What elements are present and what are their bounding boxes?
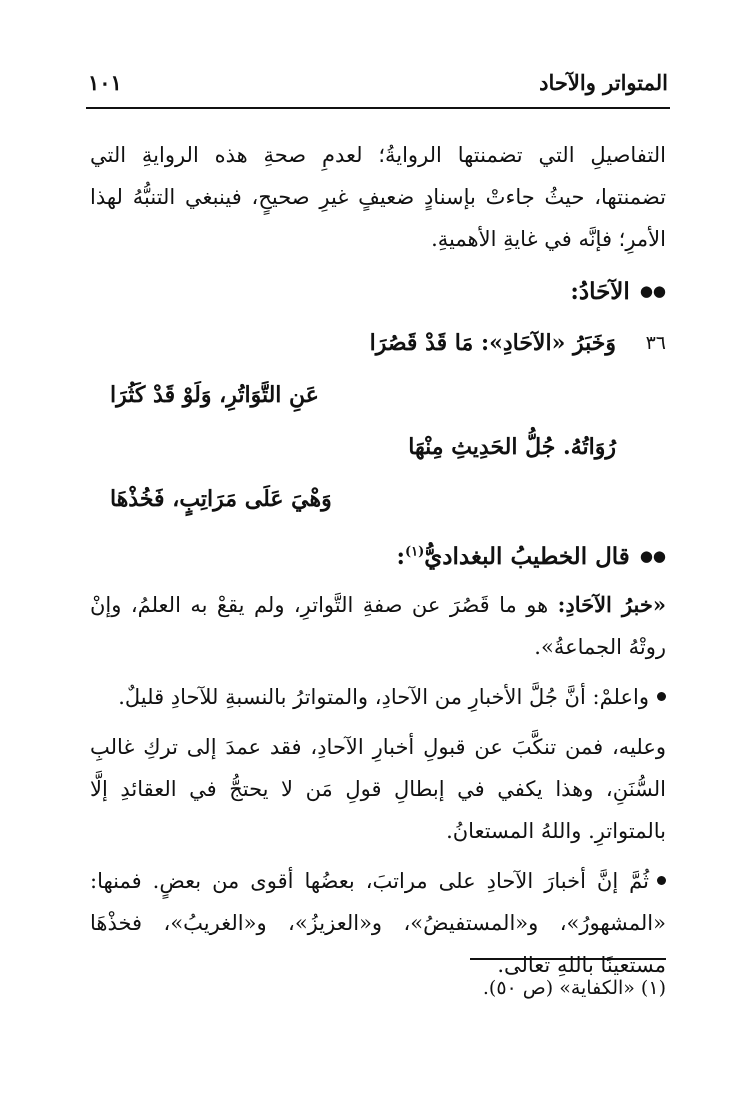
section-heading-text: الآحَادُ: [570, 278, 630, 305]
running-title: المتواتر والآحاد [539, 69, 668, 95]
header-divider [86, 107, 670, 109]
verse-number: ٣٦ [645, 332, 666, 354]
page-number: ١٠١ [88, 69, 122, 95]
verse-line: وَهْيَ عَلَى مَرَاتِبٍ، فَخُذْهَا [110, 486, 332, 512]
footnote-reference: (١) [405, 544, 425, 560]
footnote: (١) «الكفاية» (ص ٥٠). [482, 977, 666, 999]
verse-line: وَخَبَرُ «الآحَادِ»: مَا قَدْ قَصُرَا [369, 330, 616, 356]
quote-lead: «خبرُ الآحَادِ: [557, 592, 666, 617]
point-two [90, 860, 666, 986]
verse-line: رُوَاتُهُ. جُلُّ الحَدِيثِ مِنْهَا [408, 434, 616, 460]
verse-line: عَنِ التَّوَاتُرِ، وَلَوْ قَدْ كَثُرَا [110, 382, 319, 408]
intro-paragraph: التفاصيلِ التي تضمنتها الروايةُ؛ لعدمِ صحةِ هذه الروايةِ التي تضمنتها، حيثُ جاءتْ بإسنادٍ ضعيفٍ غيرِ صحيحٍ، فينبغي التنبُّهُ لهذا الأمرِ؛ فإنَّه في غايةِ الأهميةِ. [90, 143, 666, 251]
double-bullet-icon: ●● [639, 547, 666, 565]
quote-body: هو ما قَصُرَ عن صفةِ التَّواترِ، ولم يقعْ به العلمُ، وإنْ روتْهُ الجماعةُ». [90, 593, 666, 659]
poem-block [90, 317, 666, 525]
bullet-icon [657, 692, 666, 701]
point-one [90, 676, 666, 718]
khatib-colon: : [396, 543, 405, 570]
point-one-follow: وعليه، فمن تنكَّبَ عن قبولِ أخبارِ الآحادِ، فقد عمدَ إلى تركِ غالبِ السُّنَنِ، وهذا يكفي في إبطالِ قولِ مَن لا يحتجُّ في العقائدِ إلَّا بالمتواترِ. واللهُ المستعانُ. [90, 735, 666, 843]
khatib-heading [90, 535, 666, 578]
khatib-quote [90, 584, 666, 668]
point-one-text: واعلمْ: أنَّ جُلَّ الأخبارِ من الآحادِ، والمتواترُ بالنسبةِ للآحادِ قليلٌ. [118, 685, 649, 709]
section-heading [90, 270, 666, 313]
verse-row [90, 317, 666, 369]
footnote-divider [470, 958, 666, 960]
page-body [90, 134, 666, 994]
page-header [88, 62, 668, 102]
double-bullet-icon: ●● [639, 282, 666, 300]
point-two-text: ثُمَّ إنَّ أخبارَ الآحادِ على مراتبَ، بعضُها أقوى من بعضٍ. فمنها: «المشهورُ»، و«المستفيضُ»، و«العزيزُ»، و«الغريبُ»، فخذْهَا مستعينًا باللهِ تعالى. [90, 869, 666, 977]
bullet-icon [657, 876, 666, 885]
khatib-lead: قال الخطيبُ البغداديُّ [424, 543, 630, 570]
